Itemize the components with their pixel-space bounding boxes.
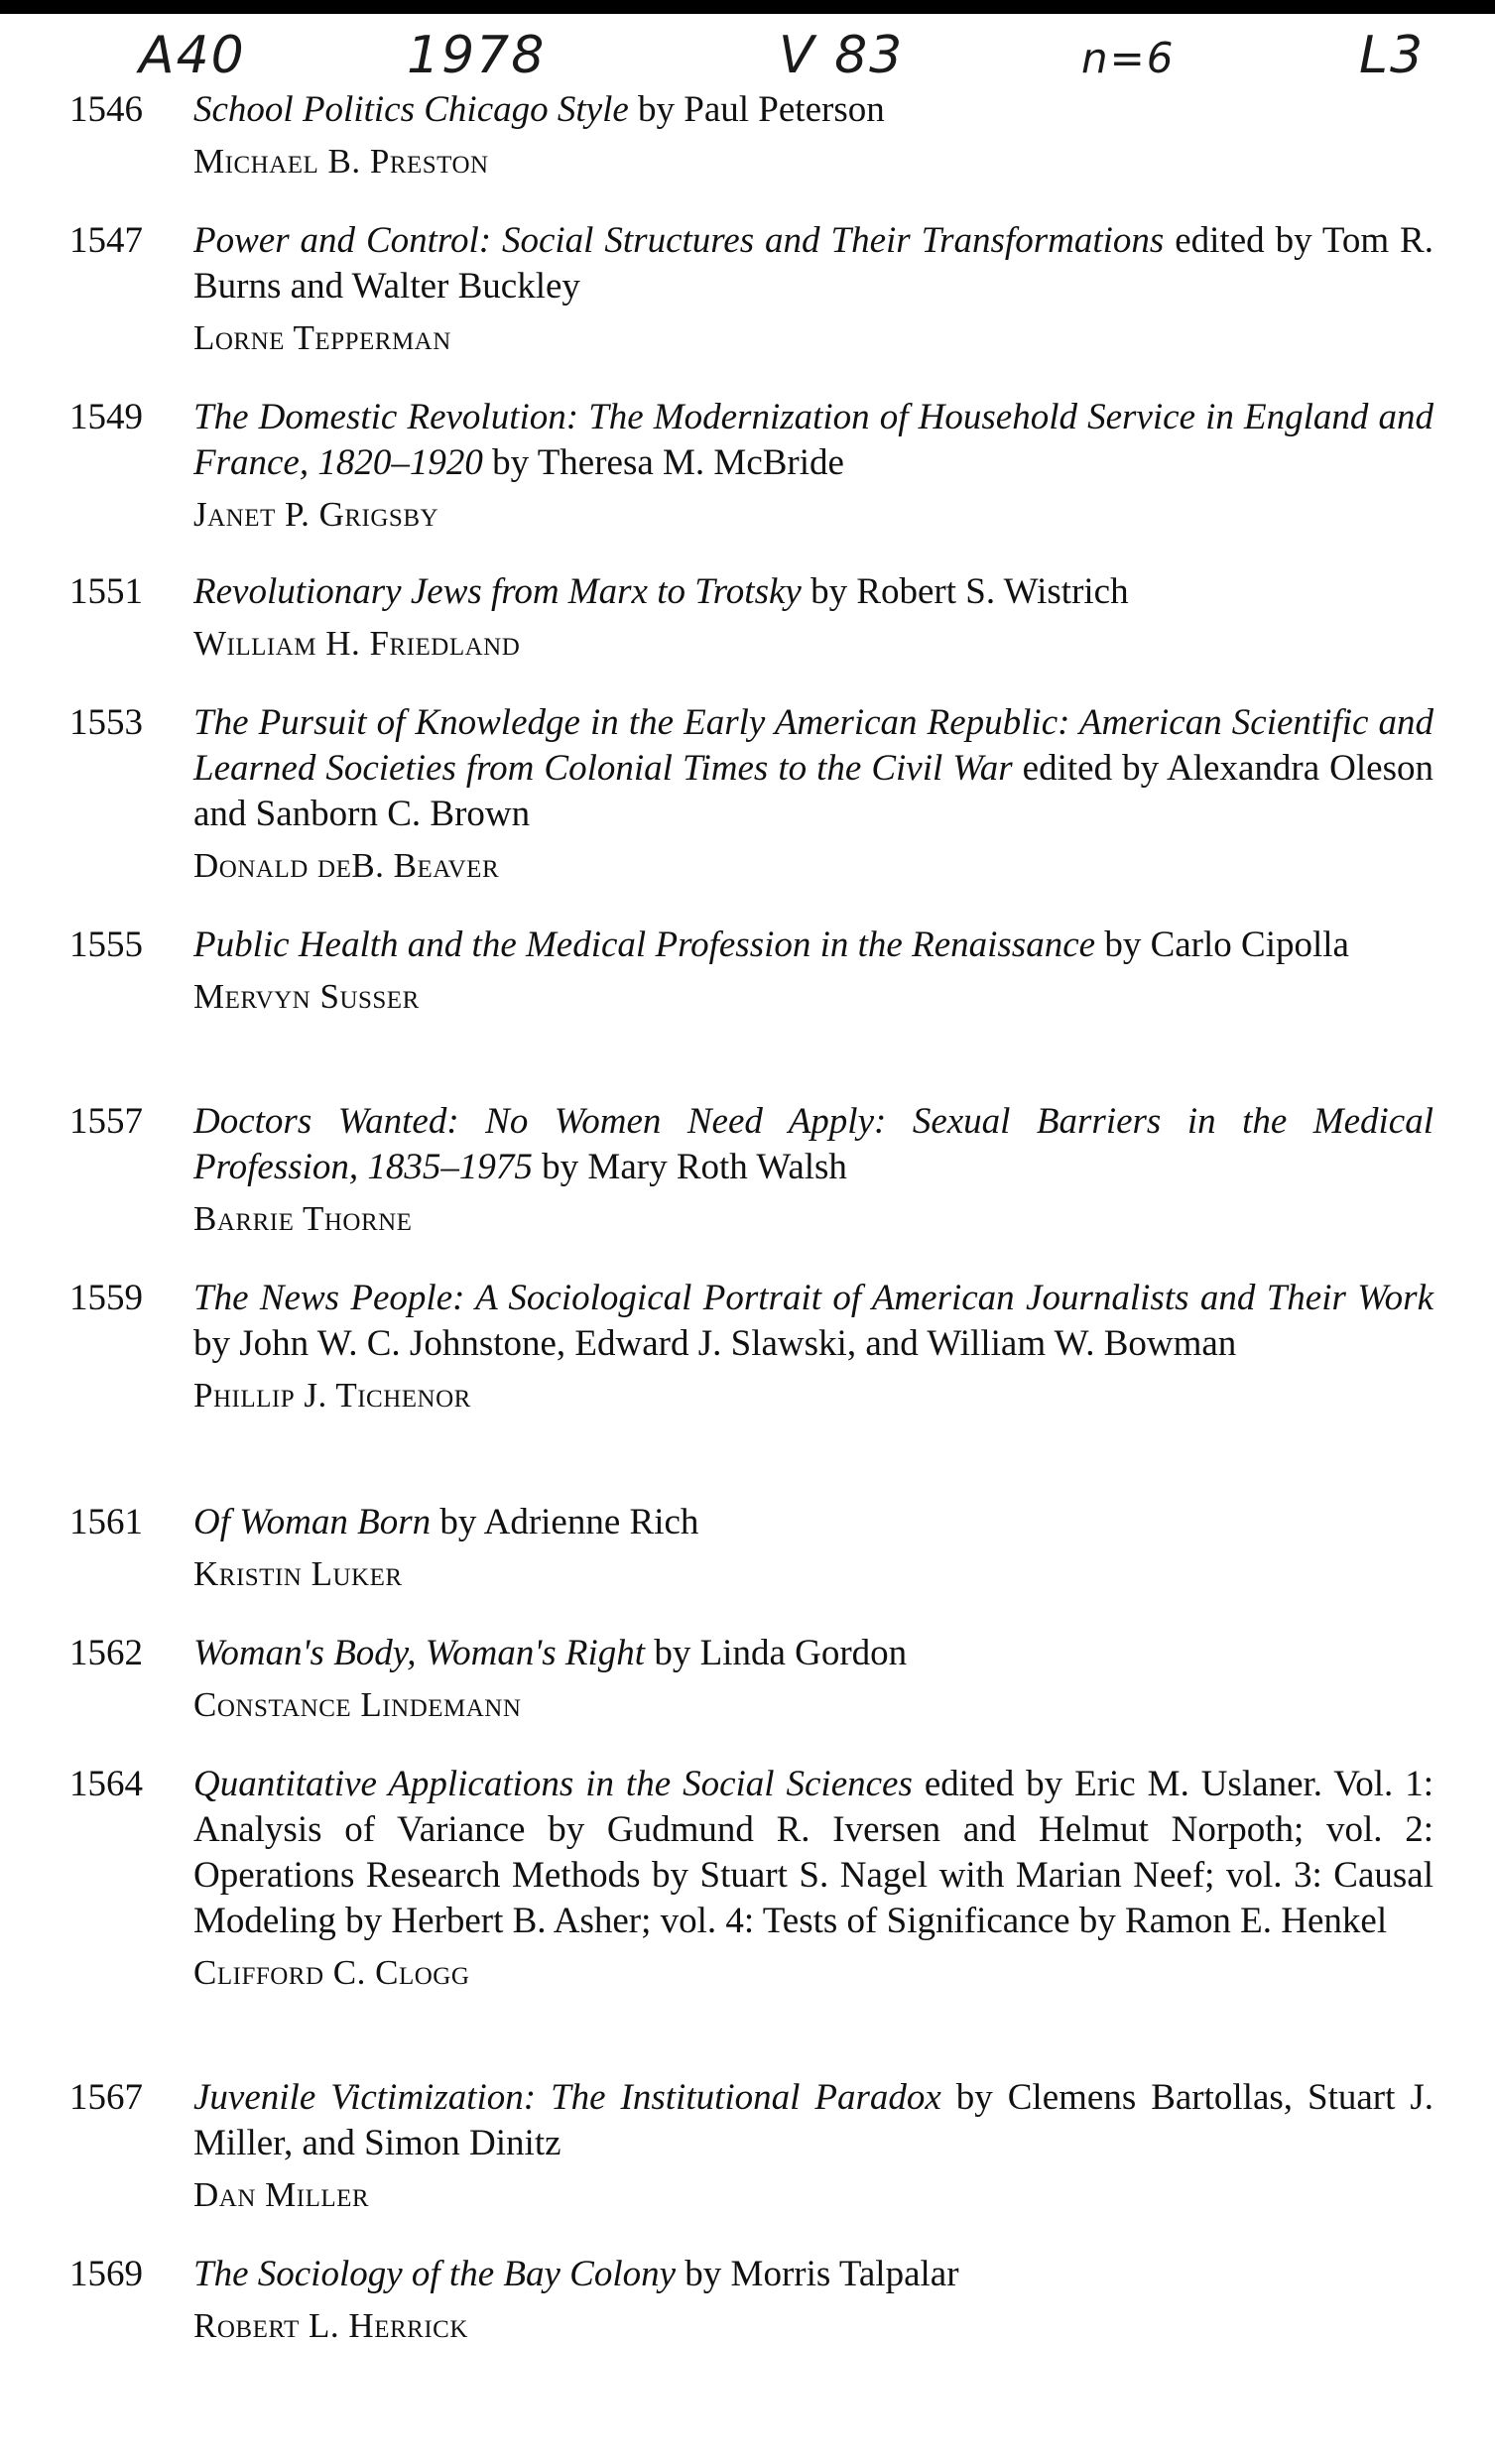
- book-title: Power and Control: Social Structures and Their Transformations: [193, 220, 1165, 261]
- reviewer-name: Dan Miller: [193, 2175, 370, 2214]
- page-number: 1553: [69, 702, 143, 743]
- page-number: 1555: [69, 924, 143, 965]
- reviewer-name: Robert L. Herrick: [193, 2306, 468, 2345]
- book-credit: by Robert S. Wistrich: [801, 571, 1129, 612]
- book-credit: by Clemens Bartollas, Stuart J. Miller, and Simon Dinitz: [193, 2077, 1433, 2163]
- handwritten-note-1: A40: [139, 26, 246, 85]
- reviewer-name: Mervyn Susser: [193, 977, 420, 1016]
- page-number: 1562: [69, 1633, 143, 1673]
- book-credit: edited by Tom R. Burns and Walter Buckley: [193, 220, 1433, 307]
- book-title: Doctors Wanted: No Women Need Apply: Sexual Barriers in the Medical Profession, 1835–1975: [193, 1101, 1433, 1187]
- reviewer-name: Barrie Thorne: [193, 1199, 413, 1238]
- book-credit: by John W. C. Johnstone, Edward J. Slawski, and William W. Bowman: [193, 1323, 1237, 1364]
- page-number: 1549: [69, 397, 143, 437]
- book-title: Public Health and the Medical Profession in the Renaissance: [193, 924, 1096, 965]
- book-credit: by Carlo Cipolla: [1095, 924, 1349, 965]
- page-number: 1559: [69, 1278, 143, 1318]
- page-number: 1547: [69, 220, 143, 261]
- reviewer-name: Donald deB. Beaver: [193, 846, 500, 885]
- book-credit: by Paul Peterson: [628, 89, 885, 130]
- book-credit: by Linda Gordon: [645, 1633, 908, 1673]
- book-title: Quantitative Applications in the Social Sciences: [193, 1764, 913, 1804]
- reviewer-name: Michael B. Preston: [193, 142, 489, 181]
- book-title: Revolutionary Jews from Marx to Trotsky: [193, 571, 802, 612]
- reviewer-name: Clifford C. Clogg: [193, 1953, 470, 1992]
- reviewer-name: Phillip J. Tichenor: [193, 1376, 471, 1415]
- book-credit: by Adrienne Rich: [431, 1502, 699, 1542]
- page-number: 1561: [69, 1502, 143, 1542]
- book-title: The Sociology of the Bay Colony: [193, 2254, 677, 2294]
- book-title: School Politics Chicago Style: [193, 89, 629, 130]
- reviewer-name: Janet P. Grigsby: [193, 495, 439, 534]
- page-number: 1569: [69, 2254, 143, 2294]
- book-credit: edited by Eric M. Uslaner. Vol. 1: Analysis of Variance by Gudmund R. Iversen and Helmut Norpoth; vol. 2: Operations Research Methods by Stuart S. Nagel with Marian Neef; vol. 3: Causal Modeling by Herbert B. Asher; vol. 4: Tests of Significance by Ramon E. Henkel: [193, 1764, 1433, 1941]
- handwritten-note-4: n=6: [1081, 34, 1176, 82]
- reviewer-name: Constance Lindemann: [193, 1685, 522, 1724]
- page-number: 1557: [69, 1101, 143, 1142]
- book-title: The Pursuit of Knowledge in the Early American Republic: American Scientific and Learned Societies from Colonial Times to the Civil War: [193, 702, 1433, 789]
- scan-top-edge: [0, 0, 1495, 14]
- book-credit: by Morris Talpalar: [676, 2254, 959, 2294]
- page-number: 1551: [69, 571, 143, 612]
- handwritten-note-3: V 83: [779, 26, 905, 85]
- page-number: 1564: [69, 1764, 143, 1804]
- book-title: Juvenile Victimization: The Institutional Paradox: [193, 2077, 941, 2118]
- handwritten-note-2: 1978: [407, 26, 547, 85]
- page-number: 1567: [69, 2077, 143, 2118]
- reviewer-name: William H. Friedland: [193, 624, 521, 663]
- book-title: The Domestic Revolution: The Modernization of Household Service in England and France, 1820–1920: [193, 397, 1433, 483]
- book-credit: edited by Alexandra Oleson and Sanborn C. Brown: [193, 748, 1433, 834]
- book-credit: by Mary Roth Walsh: [532, 1147, 847, 1187]
- page-number: 1546: [69, 89, 143, 130]
- reviewer-name: Lorne Tepperman: [193, 318, 451, 357]
- book-title: Woman's Body, Woman's Right: [193, 1633, 646, 1673]
- reviewer-name: Kristin Luker: [193, 1554, 403, 1593]
- book-title: Of Woman Born: [193, 1502, 432, 1542]
- book-title: The News People: A Sociological Portrait of American Journalists and Their Work: [193, 1278, 1433, 1318]
- book-credit: by Theresa M. McBride: [482, 442, 844, 483]
- handwritten-note-5: L3: [1359, 26, 1426, 85]
